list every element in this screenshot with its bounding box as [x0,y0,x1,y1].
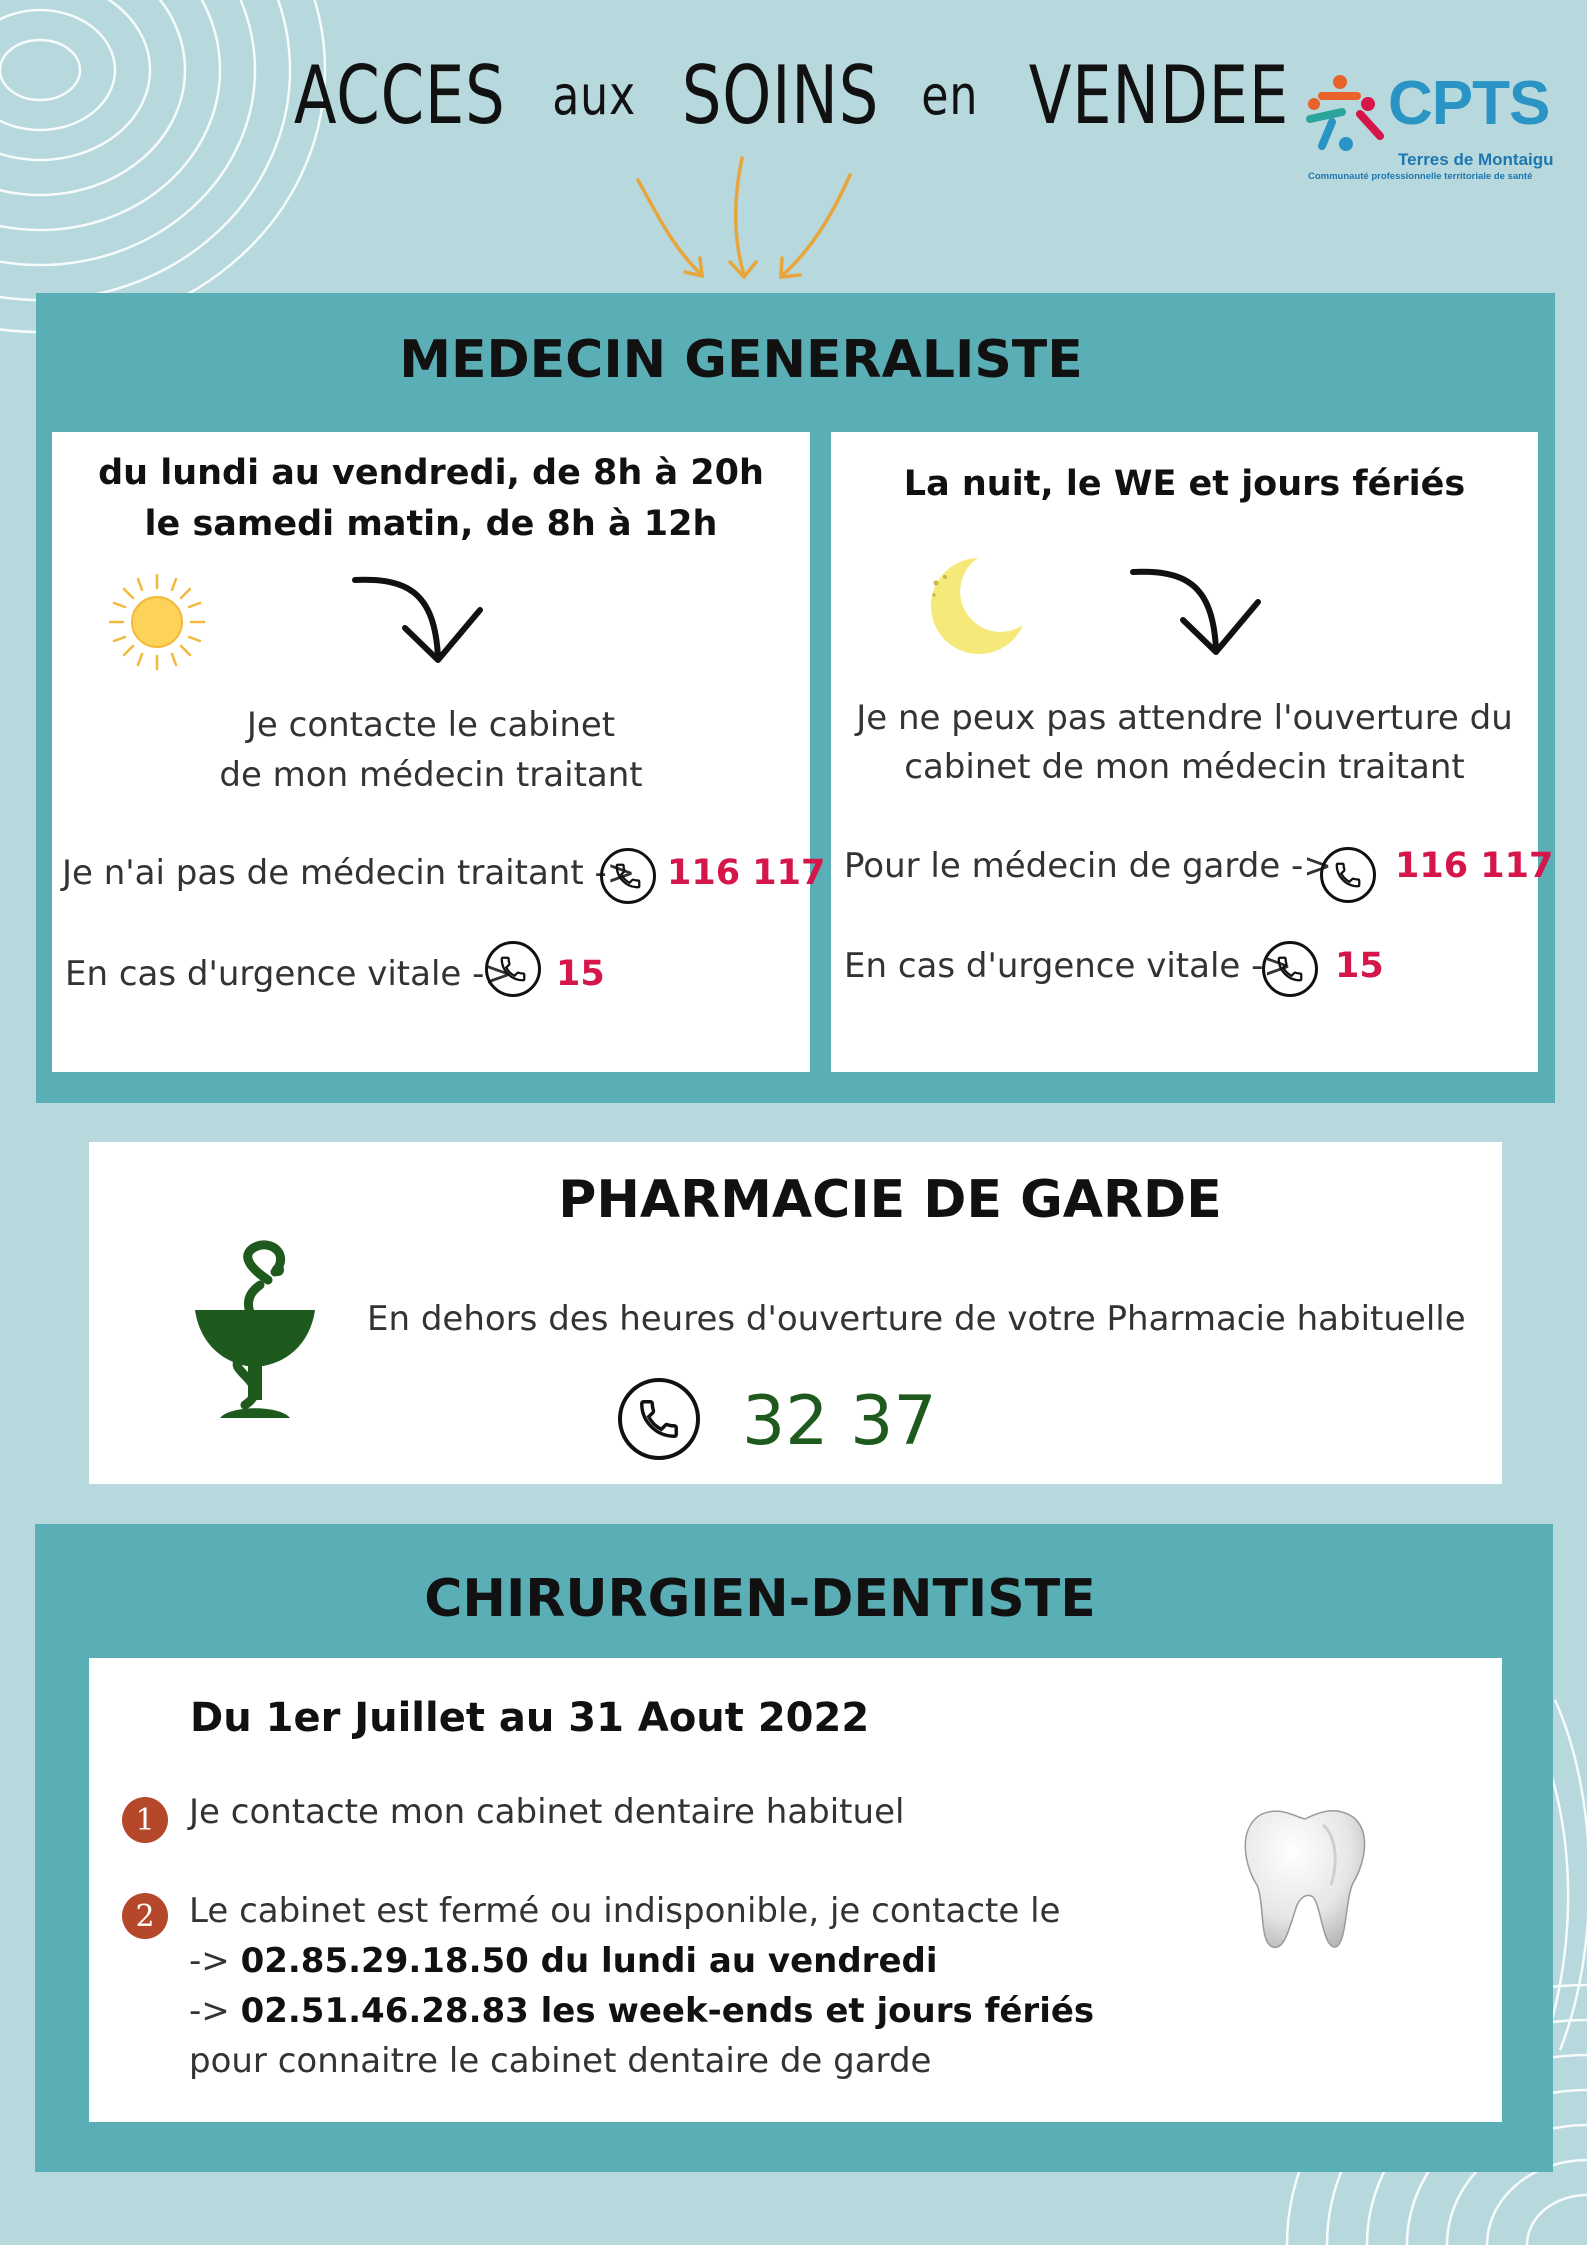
medecin-night-urgence-label: En cas d'urgence vitale -> [844,946,1292,986]
cpts-logo-text: CPTS [1388,69,1550,138]
pharmacie-number: 32 37 [742,1382,937,1461]
phone-icon [600,848,656,904]
medecin-day-no-doctor-number: 116 117 [667,853,826,893]
dentiste-step1-text: Je contacte mon cabinet dentaire habituel [189,1792,905,1832]
medecin-day-hours-line2: le samedi matin, de 8h à 12h [144,504,718,544]
step-1-badge: 1 [122,1797,168,1843]
medecin-night-hours: La nuit, le WE et jours fériés [903,464,1466,504]
dentiste-heading: CHIRURGIEN-DENTISTE [424,1569,1096,1629]
medecin-night-garde-label: Pour le médecin de garde -> [844,846,1332,886]
medecin-heading: MEDECIN GENERALISTE [399,330,1083,390]
dentiste-step2-arrow-1: -> [189,1941,230,1981]
pharmacie-heading: PHARMACIE DE GARDE [558,1170,1222,1230]
phone-icon [618,1378,700,1460]
caduceus-icon [190,1240,320,1425]
title-word-aux: aux [552,63,637,127]
cpts-logo-tagline: Communauté professionnelle territoriale de santé [1308,171,1533,182]
sun-icon [105,570,210,675]
dentiste-step2-arrow-2: -> [189,1991,230,2031]
orange-arrows-icon [630,150,860,285]
curved-arrow-icon [1128,562,1268,662]
tooth-icon [1235,1805,1370,1955]
dentiste-phone-weekday: 02.85.29.18.50 du lundi au vendredi [240,1941,938,1981]
curved-arrow-icon [350,570,490,670]
dentiste-step2-line1: Le cabinet est fermé ou indisponible, je contacte le [189,1891,1061,1931]
medecin-day-action-line2: de mon médecin traitant [219,755,643,795]
phone-icon [1320,847,1376,903]
pharmacie-description: En dehors des heures d'ouverture de votre Pharmacie habituelle [367,1299,1466,1339]
medecin-day-no-doctor-label: Je n'ai pas de médecin traitant -> [62,853,636,893]
dentiste-step2-line4: pour connaitre le cabinet dentaire de garde [189,2041,932,2081]
medecin-day-urgence-number: 15 [556,954,605,994]
dentiste-period: Du 1er Juillet au 31 Aout 2022 [190,1695,870,1741]
title-word-soins: SOINS [681,48,879,142]
medecin-day-hours-line1: du lundi au vendredi, de 8h à 20h [98,453,764,493]
dentiste-step2-line2 [189,1941,938,1981]
phone-icon [1262,941,1318,997]
dentiste-phone-weekend: 02.51.46.28.83 les week-ends et jours fériés [240,1991,1095,2031]
title-word-acces: ACCES [293,48,506,142]
title-word-vendee: VENDEE [1028,48,1290,142]
medecin-night-action-line2: cabinet de mon médecin traitant [904,747,1465,787]
phone-icon [485,941,541,997]
medecin-day-action-line1: Je contacte le cabinet [246,705,616,745]
moon-icon [918,555,1028,660]
medecin-night-urgence-number: 15 [1335,946,1384,986]
cpts-logo-subtitle: Terres de Montaigu [1398,150,1554,169]
cpts-logo [1300,69,1555,187]
title-word-en: en [920,63,978,127]
medecin-night-action-line1: Je ne peux pas attendre l'ouverture du [856,698,1513,738]
cpts-logo-people-icon [1302,74,1392,154]
medecin-day-urgence-label: En cas d'urgence vitale -> [65,954,513,994]
step-2-badge: 2 [122,1893,168,1939]
dentiste-step2-line3 [189,1991,1094,2031]
medecin-night-garde-number: 116 117 [1395,846,1554,886]
page-title [293,40,1290,150]
